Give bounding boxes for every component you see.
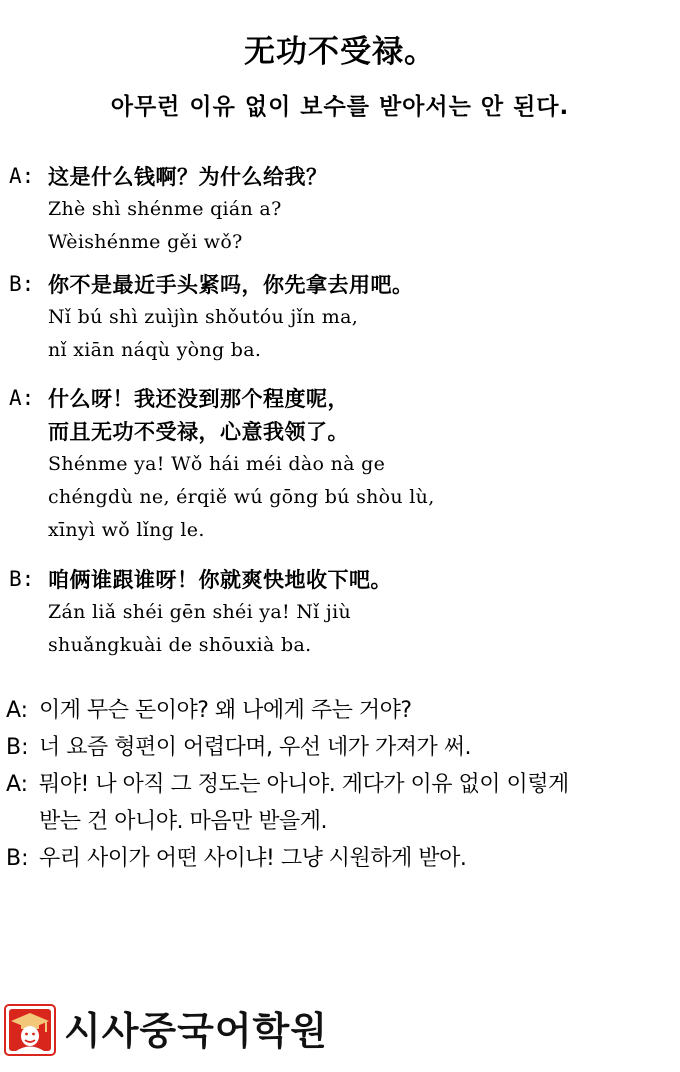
speaker-label: A: <box>6 772 29 797</box>
chinese-line: 什么呀！我还没到那个程度呢， <box>48 386 349 411</box>
pinyin-line: Zán liǎ shéi gēn shéi ya! Nǐ jiù <box>48 601 351 623</box>
translation-line: 너 요즘 형편이 어렵다며, 우선 네가 가져가 써. <box>39 735 471 760</box>
brand-name: 시사중국어학원 <box>64 1009 328 1053</box>
pinyin-line: nǐ xiān náqù yòng ba. <box>48 339 262 361</box>
scholar-cap-logo-icon <box>4 1004 56 1056</box>
pinyin-line: Shénme ya! Wǒ hái méi dào nà ge <box>48 453 386 475</box>
korean-translation <box>6 692 676 877</box>
speaker-label: B: <box>9 567 35 591</box>
pinyin-line: Wèishénme gěi wǒ? <box>48 231 243 253</box>
pinyin-line: Nǐ bú shì zuìjìn shǒutóu jǐn ma, <box>48 306 359 328</box>
pinyin-line: shuǎngkuài de shōuxià ba. <box>48 634 312 656</box>
speaker-label: A: <box>9 164 35 188</box>
dialogue-block-3 <box>9 382 669 547</box>
brand-logo <box>4 1004 404 1058</box>
chinese-line: 这是什么钱啊？为什么给我？ <box>48 164 328 189</box>
dialogue-block-2 <box>9 268 669 367</box>
translation-line: 이게 무슨 돈이야? 왜 나에게 주는 거야? <box>39 698 412 723</box>
speaker-label: B: <box>6 735 29 760</box>
speaker-label: B: <box>6 846 29 871</box>
chinese-line: 而且无功不受禄，心意我领了。 <box>48 419 349 444</box>
translation-line: 우리 사이가 어떤 사이냐! 그냥 시원하게 받아. <box>39 846 467 871</box>
speaker-label: B: <box>9 272 35 296</box>
pinyin-line: xīnyì wǒ lǐng le. <box>48 519 205 541</box>
pinyin-line: Zhè shì shénme qián a? <box>48 198 282 220</box>
chinese-line: 你不是最近手头紧吗，你先拿去用吧。 <box>48 272 414 297</box>
speaker-label: A: <box>6 698 29 723</box>
pinyin-line: chéngdù ne, érqiě wú gōng bú shòu lù, <box>48 486 435 508</box>
idiom-meaning: 아무런 이유 없이 보수를 받아서는 안 된다. <box>110 94 570 120</box>
dialogue-block-4 <box>9 563 669 662</box>
dialogue-block-1 <box>9 160 669 259</box>
translation-line: 뭐야! 나 아직 그 정도는 아니야. 게다가 이유 없이 이렇게 <box>39 772 569 797</box>
speaker-label: A: <box>9 386 35 410</box>
chinese-line: 咱俩谁跟谁呀！你就爽快地收下吧。 <box>48 567 392 592</box>
translation-line: 받는 건 아니야. 마음만 받을게. <box>39 809 327 834</box>
idiom-title: 无功不受禄。 <box>244 34 436 70</box>
